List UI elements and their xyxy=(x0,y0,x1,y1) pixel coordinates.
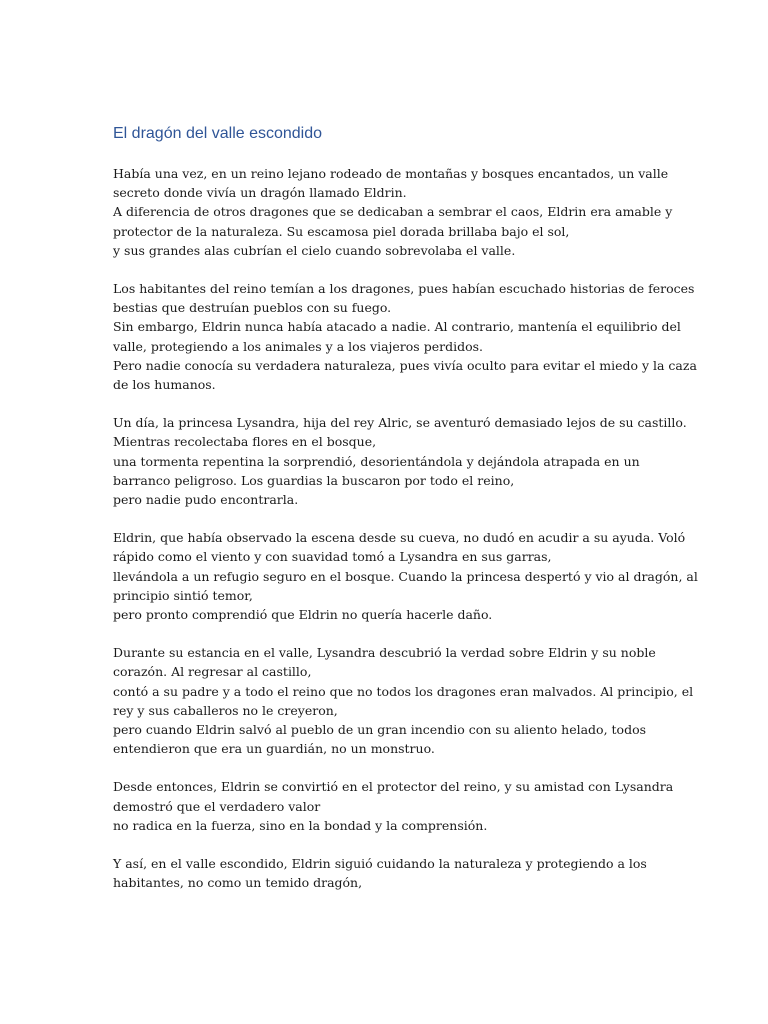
paragraph xyxy=(113,643,694,758)
text-line: Durante su estancia en el valle, Lysandra descubrió la verdad sobre Eldrin y su noble xyxy=(113,645,656,661)
text-line: y sus grandes alas cubrían el cielo cuando sobrevolaba el valle. xyxy=(113,242,516,258)
paragraph xyxy=(113,777,674,835)
text-line: corazón. Al regresar al castillo, xyxy=(113,664,312,680)
text-line: A diferencia de otros dragones que se dedicaban a sembrar el caos, Eldrin era amable y xyxy=(113,204,673,220)
paragraph xyxy=(113,854,658,892)
text-line: bestias que destruían pueblos con su fuego. xyxy=(113,300,392,316)
document-body xyxy=(113,123,698,912)
text-line: principio sintió temor, xyxy=(113,587,253,603)
paragraph xyxy=(113,279,697,394)
text-line: llevándola a un refugio seguro en el bosque. Cuando la princesa despertó y vio al dragón, al xyxy=(113,568,698,584)
text-line: Había una vez, en un reino lejano rodeado de montañas y bosques encantados, un valle xyxy=(113,166,669,181)
text-line: Desde entonces, Eldrin se convirtió en el protector del reino, y su amistad con Lysandra xyxy=(113,779,674,795)
text-line: Pero nadie conocía su verdadera naturaleza, pues vivía oculto para evitar el miedo y la caza xyxy=(113,357,697,373)
text-line: demostró que el verdadero valor xyxy=(113,798,321,814)
text-line: protector de la naturaleza. Su escamosa piel dorada brillaba bajo el sol, xyxy=(113,223,570,239)
text-line: Un día, la princesa Lysandra, hija del rey Alric, se aventuró demasiado lejos de su castillo. xyxy=(113,415,687,431)
paragraph xyxy=(113,528,698,624)
text-line: una tormenta repentina la sorprendió, desorientándola y dejándola atrapada en un xyxy=(113,453,640,469)
text-line: pero pronto comprendió que Eldrin no quería hacerle daño. xyxy=(113,607,493,623)
text-line: Mientras recolectaba flores en el bosque, xyxy=(113,434,377,450)
text-line: Y así, en el valle escondido, Eldrin siguió cuidando la naturaleza y protegiendo a los xyxy=(113,856,647,872)
text-line: rey y sus caballeros no le creyeron, xyxy=(113,702,338,718)
text-line: Sin embargo, Eldrin nunca había atacado a nadie. Al contrario, mantenía el equilibrio del xyxy=(113,319,681,335)
text-line: entendieron que era un guardián, no un monstruo. xyxy=(113,741,435,757)
text-line: habitantes, no como un temido dragón, xyxy=(113,875,363,891)
text-line: pero nadie pudo encontrarla. xyxy=(113,492,299,508)
text-line: no radica en la fuerza, sino en la bondad y la comprensión. xyxy=(113,817,488,833)
text-line: rápido como el viento y con suavidad tomó a Lysandra en sus garras, xyxy=(113,549,552,565)
text-line: contó a su padre y a todo el reino que no todos los dragones eran malvados. Al principio, el xyxy=(113,683,694,699)
text-line: Los habitantes del reino temían a los dragones, pues habían escuchado historias de feroces xyxy=(113,281,695,297)
document-title: El dragón del valle escondido xyxy=(113,125,323,142)
text-line: Eldrin, que había observado la escena desde su cueva, no dudó en acudir a su ayuda. Voló xyxy=(113,530,686,546)
text-line: pero cuando Eldrin salvó al pueblo de un gran incendio con su aliento helado, todos xyxy=(113,722,647,738)
text-line: secreto donde vivía un dragón llamado Eldrin. xyxy=(113,185,407,201)
paragraph xyxy=(113,164,673,260)
text-line: valle, protegiendo a los animales y a los viajeros perdidos. xyxy=(113,338,483,354)
paragraph xyxy=(113,413,687,509)
paragraph-list xyxy=(113,164,698,893)
text-line: de los humanos. xyxy=(113,377,216,393)
text-line: barranco peligroso. Los guardias la buscaron por todo el reino, xyxy=(113,472,515,488)
